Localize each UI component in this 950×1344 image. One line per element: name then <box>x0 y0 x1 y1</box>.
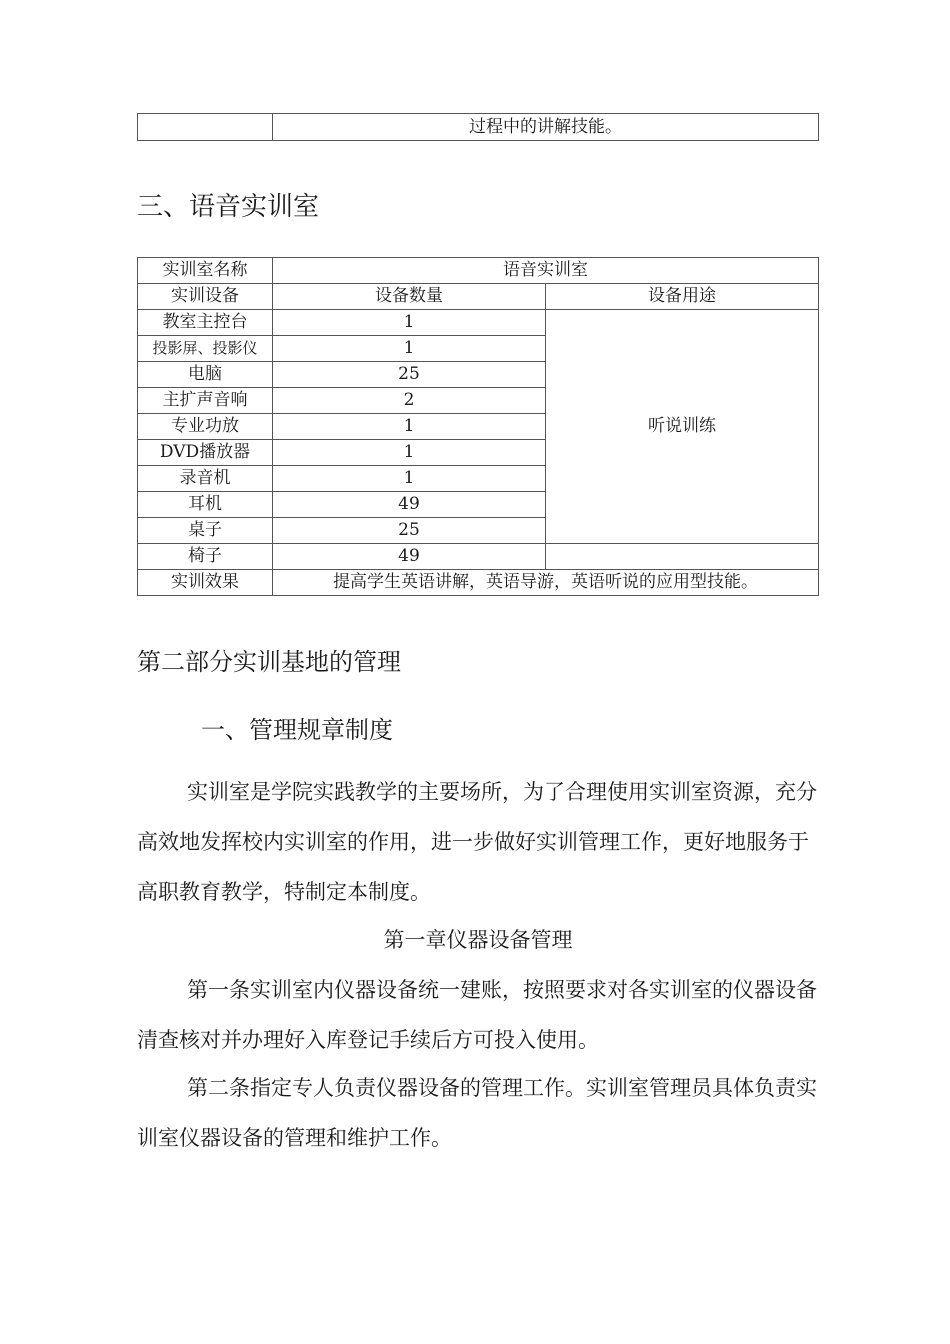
body-paragraph <box>137 767 827 917</box>
equipment-cell: 专业功放 <box>138 414 273 440</box>
part-title: 第二部分实训基地的管理 <box>137 648 401 676</box>
quantity-cell: 25 <box>273 518 546 544</box>
column-header: 设备用途 <box>546 284 819 310</box>
equipment-cell: 电脑 <box>138 362 273 388</box>
quantity-cell: 49 <box>273 544 546 570</box>
equipment-cell: 椅子 <box>138 544 273 570</box>
quantity-cell: 25 <box>273 362 546 388</box>
quantity-cell: 49 <box>273 492 546 518</box>
article-paragraph <box>137 1063 827 1163</box>
paragraph-text: 实训室是学院实践教学的主要场所，为了合理使用实训室资源，充分高效地发挥校内实训室的作用，进一步做好实训管理工作，更好地服务于高职教育教学，特制定本制度。 <box>137 780 817 904</box>
table-cell: 过程中的讲解技能。 <box>273 114 819 141</box>
table-cell <box>138 114 273 141</box>
column-header: 设备数量 <box>273 284 546 310</box>
chapter-title: 第一章仪器设备管理 <box>383 928 573 952</box>
equipment-cell: DVD播放器 <box>138 440 273 466</box>
paragraph-text: 第二条指定专人负责仪器设备的管理工作。实训室管理员具体负责实训室仪器设备的管理和维护工作。 <box>137 1076 817 1150</box>
subsection-title: 一、管理规章制度 <box>201 716 393 744</box>
table-row <box>138 114 819 141</box>
table-row <box>138 258 819 284</box>
name-value-cell: 语音实训室 <box>273 258 819 284</box>
effect-label-cell: 实训效果 <box>138 570 273 596</box>
quantity-cell: 2 <box>273 388 546 414</box>
equipment-cell: 主扩声音响 <box>138 388 273 414</box>
equipment-cell: 录音机 <box>138 466 273 492</box>
quantity-cell: 1 <box>273 466 546 492</box>
section-title: 三、语音实训室 <box>137 192 320 222</box>
article-paragraph <box>137 965 827 1065</box>
empty-cell <box>546 544 819 570</box>
quantity-cell: 1 <box>273 414 546 440</box>
equipment-cell: 投影屏、投影仪 <box>138 336 273 362</box>
equipment-cell: 教室主控台 <box>138 310 273 336</box>
column-header: 实训设备 <box>138 284 273 310</box>
table-row <box>138 310 819 336</box>
table-row <box>138 570 819 596</box>
effect-value-cell: 提高学生英语讲解，英语导游，英语听说的应用型技能。 <box>273 570 819 596</box>
purpose-cell: 听说训练 <box>546 310 819 544</box>
paragraph-text: 第一条实训室内仪器设备统一建账，按照要求对各实训室的仪器设备清查核对并办理好入库登记手续后方可投入使用。 <box>137 978 817 1052</box>
previous-lab-table-tail <box>137 113 819 141</box>
quantity-cell: 1 <box>273 440 546 466</box>
name-label-cell: 实训室名称 <box>138 258 273 284</box>
table-row <box>138 544 819 570</box>
equipment-cell: 桌子 <box>138 518 273 544</box>
quantity-cell: 1 <box>273 336 546 362</box>
language-lab-table <box>137 257 819 596</box>
table-header-row <box>138 284 819 310</box>
quantity-cell: 1 <box>273 310 546 336</box>
equipment-cell: 耳机 <box>138 492 273 518</box>
